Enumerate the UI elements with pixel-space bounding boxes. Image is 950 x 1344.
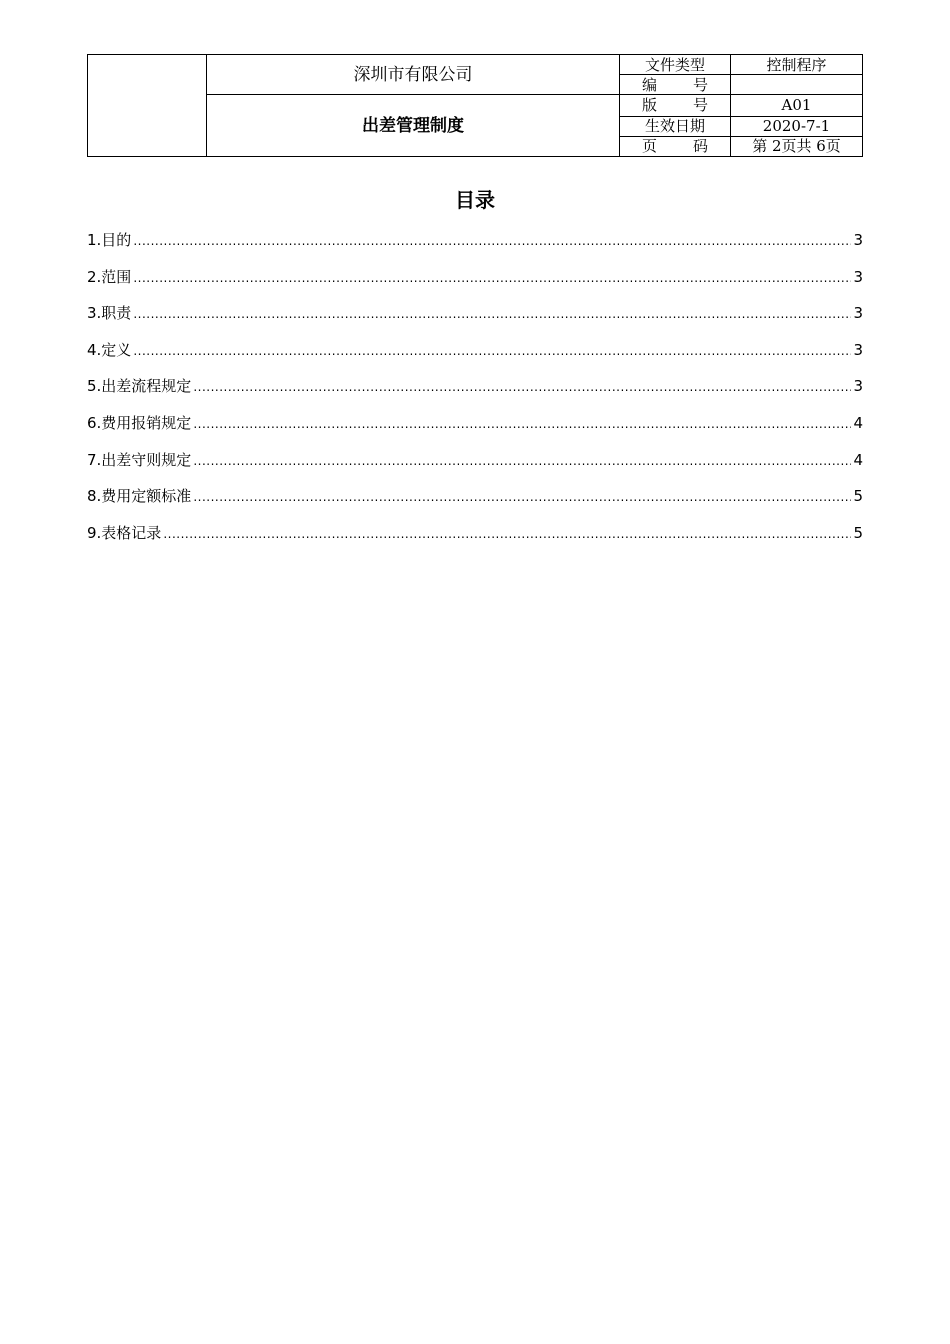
toc-item-page: 5 — [853, 487, 863, 506]
toc-item-label: 5.出差流程规定 — [87, 377, 192, 396]
toc-leader-dots — [193, 414, 851, 434]
toc-item-label: 1.目的 — [87, 231, 132, 249]
toc-item[interactable] — [87, 340, 863, 377]
toc-leader-dots — [163, 524, 851, 544]
toc-item[interactable] — [87, 230, 863, 267]
toc-leader-dots — [133, 304, 851, 324]
page-number-value: 第 2页共 6页 — [731, 136, 863, 156]
toc-item-page: 3 — [853, 304, 863, 323]
toc-item-label: 3.职责 — [87, 304, 132, 323]
logo-area — [88, 55, 207, 157]
doc-number-value — [731, 75, 863, 95]
version-label-part: 号 — [692, 96, 708, 115]
toc-item-label: 7.出差守则规定 — [87, 450, 192, 469]
toc-item-label: 4.定义 — [87, 340, 132, 359]
toc-item[interactable] — [87, 413, 863, 450]
table-of-contents — [87, 230, 863, 559]
toc-item-label: 2.范围 — [87, 267, 132, 286]
toc-item[interactable] — [87, 376, 863, 413]
toc-leader-dots — [133, 268, 851, 288]
toc-item-page: 3 — [853, 231, 863, 249]
toc-leader-dots — [193, 487, 851, 507]
toc-item-page: 4 — [853, 450, 863, 469]
doc-number-label — [620, 75, 731, 95]
toc-item-page: 5 — [853, 523, 863, 542]
version-label-part: 版 — [642, 96, 658, 115]
toc-item-label: 6.费用报销规定 — [87, 413, 192, 432]
doc-number-label-part: 编 — [642, 75, 658, 94]
version-value: A01 — [731, 95, 863, 116]
company-name: 深圳市有限公司 — [207, 55, 620, 95]
page-number-label-part: 页 — [642, 137, 658, 156]
toc-item-label: 9.表格记录 — [87, 523, 162, 542]
toc-item-page: 3 — [853, 267, 863, 286]
doc-type-value: 控制程序 — [731, 55, 863, 75]
toc-item[interactable] — [87, 486, 863, 523]
doc-type-label: 文件类型 — [620, 55, 731, 75]
toc-item-label: 8.费用定额标准 — [87, 487, 192, 506]
document-header-table — [87, 54, 863, 157]
page-number-label — [620, 136, 731, 156]
toc-item[interactable] — [87, 523, 863, 560]
toc-leader-dots — [133, 341, 851, 361]
toc-item-page: 3 — [853, 340, 863, 359]
document-title: 出差管理制度 — [207, 95, 620, 157]
effective-date-value: 2020-7-1 — [731, 116, 863, 136]
toc-item-page: 4 — [853, 413, 863, 432]
toc-item[interactable] — [87, 267, 863, 304]
toc-item[interactable] — [87, 450, 863, 487]
doc-number-label-part: 号 — [692, 75, 708, 94]
toc-leader-dots — [193, 451, 851, 471]
effective-date-label: 生效日期 — [620, 116, 731, 136]
toc-item[interactable] — [87, 303, 863, 340]
toc-leader-dots — [133, 231, 851, 251]
page-number-label-part: 码 — [692, 137, 708, 156]
version-label — [620, 95, 731, 116]
toc-leader-dots — [193, 377, 851, 397]
toc-item-page: 3 — [853, 377, 863, 396]
toc-title: 目录 — [455, 188, 495, 212]
